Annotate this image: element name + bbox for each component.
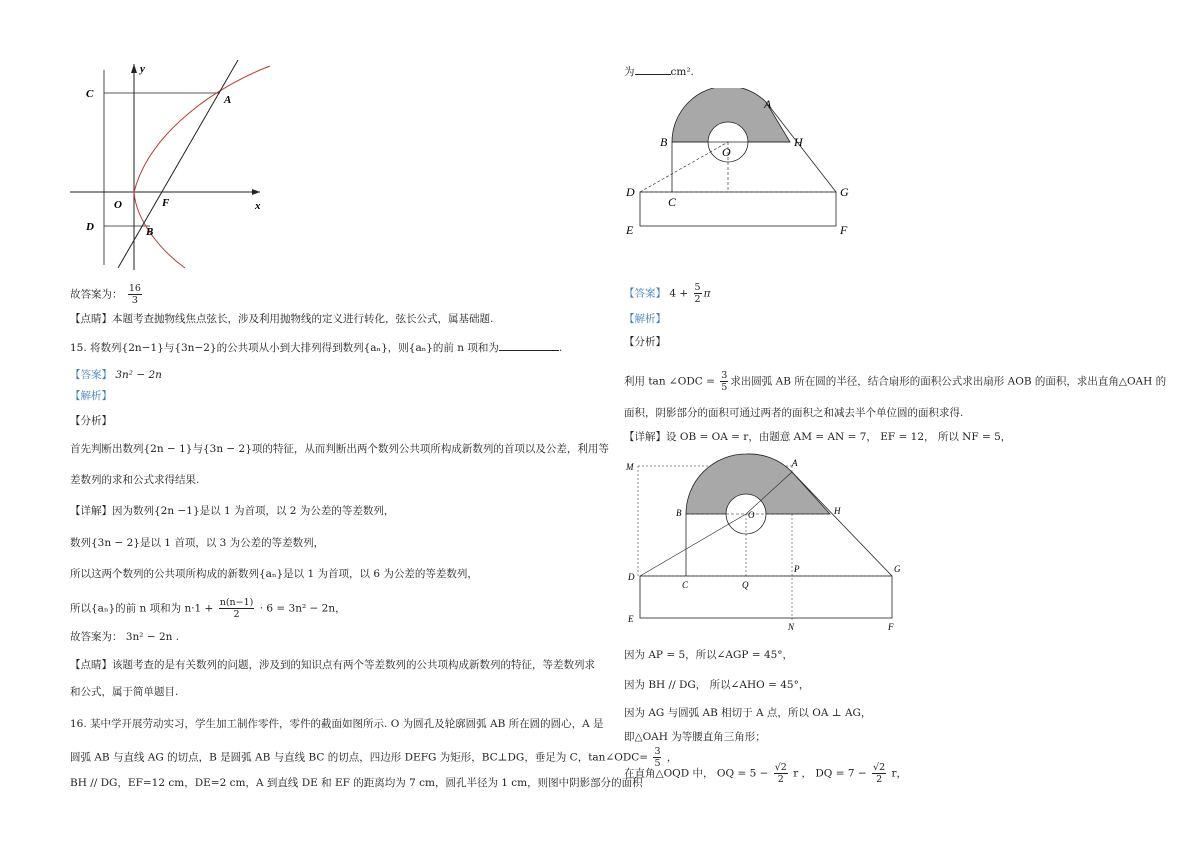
line1-num: 3 bbox=[721, 370, 728, 381]
label-y: y bbox=[140, 63, 145, 75]
top-line-text: 为 bbox=[624, 66, 635, 78]
line1-pre: 利用 tan ∠ODC = bbox=[624, 375, 715, 388]
label-F: F bbox=[162, 197, 170, 209]
s5-den-2: 2 bbox=[876, 774, 883, 785]
fig2-label-G: G bbox=[894, 564, 901, 574]
s5-post: r， bbox=[891, 767, 908, 780]
fig2-label-H: H bbox=[834, 506, 841, 516]
fenxi-tag: 【分析】 bbox=[70, 415, 112, 427]
s5-fraction-2 bbox=[872, 762, 886, 785]
right-top-line bbox=[624, 64, 694, 79]
label-D: D bbox=[86, 221, 94, 233]
step-3: 因为 AG 与圆弧 AB 相切于 A 点，所以 OA ⊥ AG， bbox=[624, 707, 872, 719]
right-detail-1: 【详解】设 OB = OA = r，由题意 AM = AN = 7， EF = 12， 所以 NF = 5， bbox=[624, 431, 1012, 443]
fig1-label-D: D bbox=[626, 185, 635, 199]
label-x: x bbox=[255, 200, 261, 212]
fig1-label-C: C bbox=[668, 195, 677, 209]
detail-1: 【详解】因为数列{2n −1}是以 1 为首项，以 2 为公差的等差数列， bbox=[70, 505, 395, 517]
fig2-label-B: B bbox=[676, 508, 682, 518]
q16-line-2 bbox=[70, 746, 677, 769]
fig1-label-B: B bbox=[660, 135, 668, 149]
detail-4 bbox=[70, 597, 346, 620]
right-analysis-tag: 【解析】 bbox=[624, 313, 666, 325]
fig1-label-H: H bbox=[794, 135, 803, 149]
line1-fraction bbox=[720, 370, 728, 393]
fenxi-line-1: 首先判断出数列{2n − 1}与{3n − 2}项的特征，从而判断出两个数列公共项所构成新数列的首项以及公差，利用等 bbox=[70, 443, 609, 455]
right-fenxi-line-2: 面积，阴影部分的面积可通过两者的面积之和减去半个单位圆的面积求得. bbox=[624, 407, 964, 419]
label-A: A bbox=[224, 94, 232, 106]
fig2-label-D: D bbox=[628, 572, 635, 582]
line1-den: 5 bbox=[721, 382, 728, 393]
fig2-label-N: N bbox=[788, 622, 795, 632]
q15-end: . bbox=[558, 342, 563, 354]
part-figure-1 bbox=[624, 88, 864, 248]
part-figure-2 bbox=[624, 452, 904, 636]
fig1-label-G: G bbox=[840, 185, 849, 199]
fig2-label-O: O bbox=[748, 510, 755, 520]
right-answer-line bbox=[624, 282, 710, 305]
right-answer-tag: 【答案】 bbox=[624, 287, 666, 300]
line1-post: 求出圆弧 AB 所在圆的半径，结合扇形的面积公式求出扇形 AOB 的面积，求出直角△OAH 的 bbox=[730, 375, 1167, 388]
answer-2: 故答案为： 3n² − 2n . bbox=[70, 631, 180, 643]
right-answer-den: 2 bbox=[694, 294, 701, 305]
answer-line bbox=[70, 283, 144, 306]
comment-1: 【点睛】本题考查抛物线焦点弦长，涉及利用抛物线的定义进行转化，弦长公式，属基础题. bbox=[70, 313, 494, 325]
s5-pre: 在直角△OQD 中， OQ = 5 − bbox=[624, 767, 769, 780]
answer-tag: 【答案】 bbox=[70, 369, 112, 381]
comment-2-line-2: 和公式，属于简单题目. bbox=[70, 686, 179, 698]
fig1-label-A: A bbox=[764, 97, 772, 111]
detail4-num: n(n−1) bbox=[219, 597, 254, 608]
s5-mid: r ， DQ = 7 − bbox=[793, 767, 867, 780]
q16-line2-post: ， bbox=[666, 751, 678, 764]
step-5 bbox=[624, 762, 907, 785]
right-fenxi-line-1 bbox=[624, 370, 1166, 393]
detail-2: 数列{3n − 2}是以 1 首项，以 3 为公差的等差数列， bbox=[70, 537, 325, 549]
step-2: 因为 BH // DG， 所以∠AHO = 45°， bbox=[624, 679, 810, 691]
step-4: 即△OAH 为等腰直角三角形； bbox=[624, 731, 766, 743]
step-1: 因为 AP = 5，所以∠AGP = 45°， bbox=[624, 649, 794, 661]
fig1-label-O: O bbox=[722, 145, 731, 159]
fig2-label-Q: Q bbox=[742, 580, 749, 590]
fig2-label-A: A bbox=[792, 458, 798, 468]
parabola-figure bbox=[70, 60, 280, 270]
fig1-label-F: F bbox=[840, 223, 848, 237]
s5-num-2: √2 bbox=[873, 762, 886, 773]
right-answer-pre: 4 + bbox=[669, 287, 689, 300]
q16-line-3: BH // DG，EF=12 cm，DE=2 cm，A 到直线 DE 和 EF 的距离均为 7 cm，圆孔半径为 1 cm，则图中阴影部分的面积 bbox=[70, 777, 643, 789]
top-blank bbox=[635, 64, 671, 75]
analysis-tag: 【解析】 bbox=[70, 390, 112, 402]
detail4-fraction bbox=[219, 597, 255, 620]
q16-line-1: 16. 某中学开展劳动实习，学生加工制作零件，零件的截面如图所示. O 为圆孔及轮廓圆弧 AB 所在圆的圆心，A 是 bbox=[70, 718, 604, 730]
top-unit: cm². bbox=[670, 66, 694, 78]
q15-answer: 3n² − 2n bbox=[115, 369, 162, 381]
fig2-label-F: F bbox=[888, 622, 894, 632]
fig2-label-P: P bbox=[794, 564, 800, 574]
frac-den: 3 bbox=[131, 295, 138, 306]
detail-3: 所以这两个数列的公共项所构成的新数列{aₙ}是以 1 为首项，以 6 为公差的等差数列， bbox=[70, 568, 478, 580]
q15-answer-line bbox=[70, 368, 162, 382]
label-C: C bbox=[86, 88, 94, 100]
label-O: O bbox=[114, 199, 122, 211]
fig1-label-E: E bbox=[626, 223, 634, 237]
frac-num: 16 bbox=[128, 283, 141, 294]
detail4-post: · 6 = 3n² − 2n， bbox=[259, 602, 346, 615]
fig2-label-M: M bbox=[626, 462, 634, 472]
right-answer-fraction bbox=[694, 282, 702, 305]
q16-frac-den: 5 bbox=[654, 758, 661, 769]
fig2-label-C: C bbox=[682, 580, 689, 590]
q15-text: 15. 将数列{2n−1}与{3n−2}的公共项从小到大排列得到数列{aₙ}，则{aₙ}的前 n 项和为 bbox=[70, 342, 499, 354]
q16-frac-num: 3 bbox=[654, 746, 661, 757]
answer-prefix: 故答案为： bbox=[70, 288, 123, 301]
s5-den-1: 2 bbox=[777, 774, 784, 785]
s5-fraction-1 bbox=[774, 762, 788, 785]
answer-fraction bbox=[128, 283, 142, 306]
right-fenxi-tag: 【分析】 bbox=[624, 336, 666, 348]
q16-line2-pre: 圆弧 AB 与直线 AG 的切点，B 是圆弧 AB 与直线 BC 的切点，四边形 DEFG 为矩形，BC⊥DG，垂足为 C，tan∠ODC= bbox=[70, 751, 649, 764]
fenxi-line-2: 差数列的求和公式求得结果. bbox=[70, 474, 200, 486]
s5-num-1: √2 bbox=[774, 762, 787, 773]
detail4-den: 2 bbox=[233, 609, 240, 620]
question-15 bbox=[70, 340, 562, 355]
fig2-label-E: E bbox=[628, 614, 634, 624]
right-answer-num: 5 bbox=[694, 282, 701, 293]
q15-blank bbox=[499, 340, 559, 351]
comment-2-line-1: 【点睛】该题考查的是有关数列的问题，涉及到的知识点有两个等差数列的公共项构成新数列的特征，等差数列求 bbox=[70, 659, 595, 671]
label-B: B bbox=[146, 226, 154, 238]
detail4-pre: 所以{aₙ}的前 n 项和为 n·1 + bbox=[70, 602, 214, 615]
right-answer-post: π bbox=[703, 287, 711, 300]
